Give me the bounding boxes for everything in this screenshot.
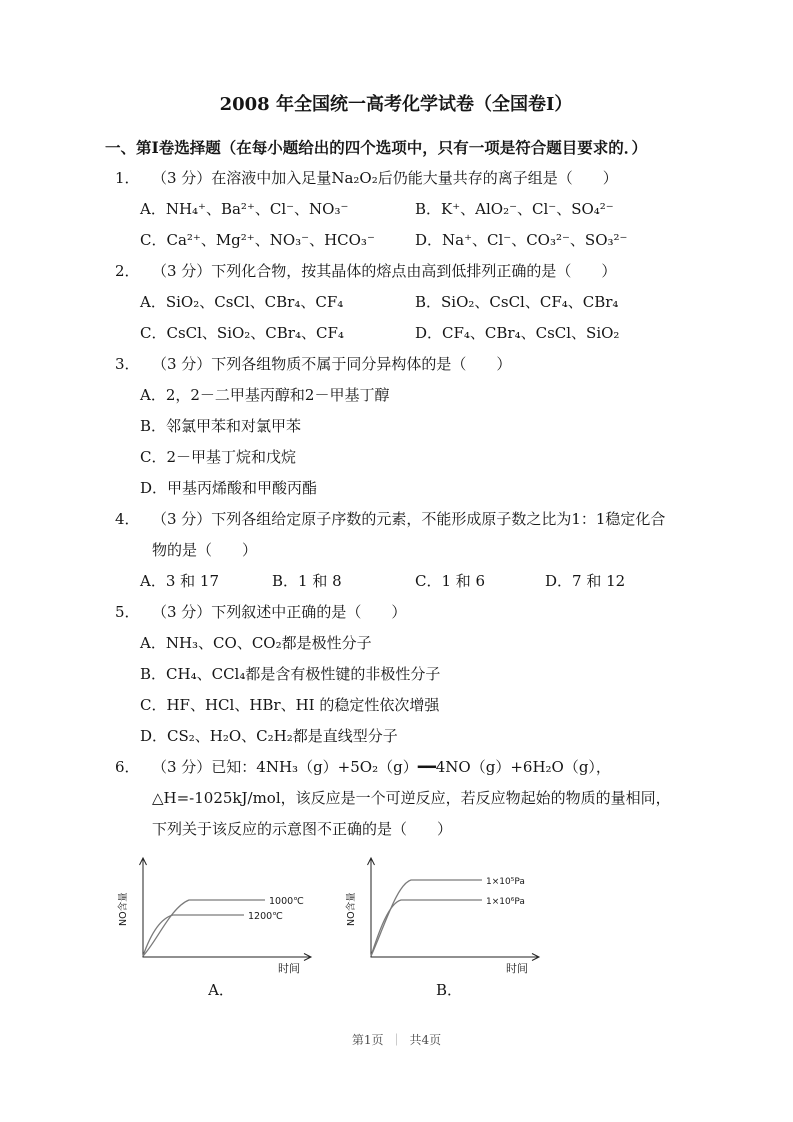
option-c: C．1 和 6 — [415, 572, 486, 590]
chart-b-plot — [343, 853, 555, 975]
curve-1e5pa — [371, 880, 482, 956]
footer-separator: ｜ — [390, 1033, 403, 1047]
page-footer — [0, 1031, 793, 1048]
option-b: B．CH₄、CCl₄都是含有极性键的非极性分子 — [140, 665, 441, 683]
question-number: 2． — [115, 262, 140, 280]
question-2 — [115, 256, 677, 349]
option-a: A．2，2－二甲基丙醇和2－甲基丁醇 — [140, 386, 390, 404]
question-stem: （3 分）下列各组给定原子序数的元素，不能形成原子数之比为1：1稳定化合物的是（ ） — [152, 510, 666, 559]
question-options — [140, 194, 677, 256]
option-d: D．甲基丙烯酸和甲酸丙酯 — [140, 479, 318, 497]
question-options — [140, 566, 677, 597]
option-d: D．7 和 12 — [545, 572, 626, 590]
curve-1e5pa-label: 1×10⁵Pa — [486, 877, 525, 887]
curve-1e6pa-label: 1×10⁶Pa — [486, 897, 525, 907]
question-6 — [115, 752, 677, 1003]
chart-a — [115, 853, 327, 1003]
axes — [143, 858, 311, 957]
chart-b — [343, 853, 555, 1003]
chart-b-xlabel: 时间 — [506, 962, 528, 975]
question-number: 3． — [115, 355, 140, 373]
question-stem: （3 分）已知：4NH₃（g）+5O₂（g）━━4NO（g）+6H₂O（g），△H=-1025kJ/mol，该反应是一个可逆反应，若反应物起始的物质的量相同，下列关于该反应的示意图不正确的是（ ） — [152, 758, 671, 838]
question-options — [140, 287, 677, 349]
footer-total-pages: 共4页 — [409, 1033, 442, 1047]
curve-1000c — [143, 900, 265, 956]
axes — [371, 858, 539, 957]
option-a: A．SiO₂、CsCl、CBr₄、CF₄ — [140, 293, 344, 311]
option-a: A．NH₃、CO、CO₂都是极性分子 — [140, 634, 372, 652]
question-3 — [115, 349, 677, 504]
chart-b-letter: B． — [435, 981, 463, 999]
curve-1000c-label: 1000℃ — [269, 896, 304, 907]
page-title: 2008 年全国统一高考化学试卷（全国卷I） — [219, 94, 573, 115]
question-1 — [115, 163, 677, 256]
question-stem: （3 分）下列化合物，按其晶体的熔点由高到低排列正确的是（ ） — [152, 262, 617, 280]
question-6-diagrams — [115, 853, 677, 1003]
option-c: C．CsCl、SiO₂、CBr₄、CF₄ — [140, 324, 344, 342]
chart-a-ylabel: NO含量 — [118, 892, 129, 926]
option-a: A．NH₄⁺、Ba²⁺、Cl⁻、NO₃⁻ — [140, 200, 349, 218]
chart-b-ylabel: NO含量 — [346, 892, 357, 926]
chart-a-letter: A． — [208, 981, 234, 999]
option-d: D．CF₄、CBr₄、CsCl、SiO₂ — [415, 324, 620, 342]
option-d: D．CS₂、H₂O、C₂H₂都是直线型分子 — [140, 727, 398, 745]
curve-1e6pa — [371, 900, 482, 956]
option-b: B．1 和 8 — [272, 572, 342, 590]
question-number: 6． — [115, 758, 140, 776]
chart-a-xlabel: 时间 — [278, 962, 300, 975]
question-4 — [115, 504, 677, 597]
option-c: C．2－甲基丁烷和戊烷 — [140, 448, 297, 466]
question-stem: （3 分）下列叙述中正确的是（ ） — [152, 603, 407, 621]
option-d: D．Na⁺、Cl⁻、CO₃²⁻、SO₃²⁻ — [415, 231, 628, 249]
question-number: 1． — [115, 169, 140, 187]
section-header: 一、第I卷选择题（在每小题给出的四个选项中，只有一项是符合题目要求的．） — [105, 138, 648, 157]
footer-page-number: 第1页 — [351, 1033, 384, 1047]
option-b: B．邻氯甲苯和对氯甲苯 — [140, 417, 302, 435]
question-number: 4． — [115, 510, 140, 528]
chart-a-plot — [115, 853, 327, 975]
question-5 — [115, 597, 677, 752]
question-stem: （3 分）在溶液中加入足量Na₂O₂后仍能大量共存的离子组是（ ） — [152, 169, 618, 187]
option-c: C．Ca²⁺、Mg²⁺、NO₃⁻、HCO₃⁻ — [140, 231, 375, 249]
question-number: 5． — [115, 603, 140, 621]
option-b: B．K⁺、AlO₂⁻、Cl⁻、SO₄²⁻ — [415, 200, 614, 218]
option-c: C．HF、HCl、HBr、HI 的稳定性依次增强 — [140, 696, 440, 714]
curve-1200c-label: 1200℃ — [248, 911, 283, 922]
question-options — [140, 380, 677, 504]
question-options — [140, 628, 677, 752]
option-a: A．3 和 17 — [140, 572, 219, 590]
option-b: B．SiO₂、CsCl、CF₄、CBr₄ — [415, 293, 619, 311]
question-stem: （3 分）下列各组物质不属于同分异构体的是（ ） — [152, 355, 512, 373]
